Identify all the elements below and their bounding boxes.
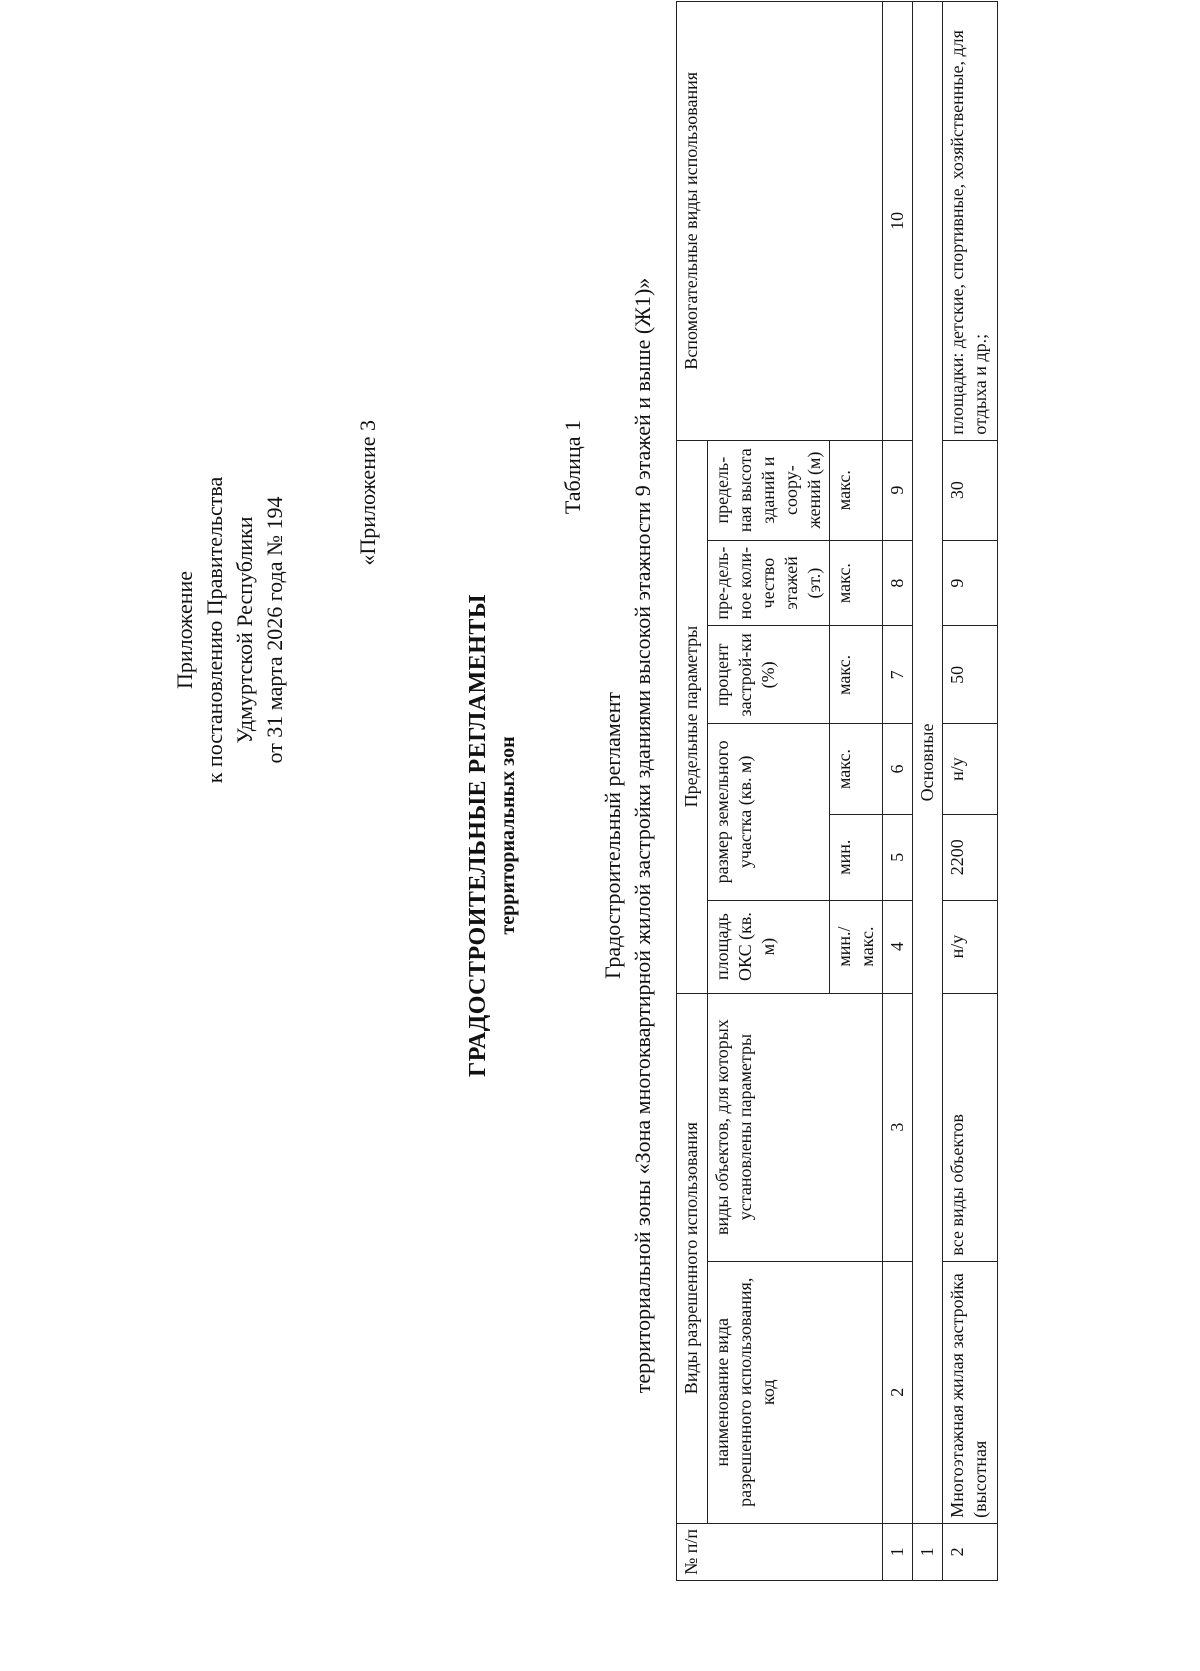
- row-height: 30: [943, 440, 998, 540]
- header-oks-area: площадь ОКС (кв. м): [708, 900, 830, 993]
- section-label: Основные: [913, 2, 943, 1524]
- header-use-name: наименование вида разрешенного использования, код: [708, 1261, 883, 1523]
- row-oks-area: н/у: [943, 900, 998, 993]
- regulation-table: [676, 1, 998, 1581]
- row-plot-min: 2200: [943, 814, 998, 900]
- header-max-floors: макс.: [830, 540, 883, 626]
- row-use-name: Многоэтажная жилая застройка (высотная: [943, 1261, 998, 1523]
- regulation-title: [598, 0, 658, 1671]
- header-floors: пре-дель-ное коли-чество этажей (эт.): [708, 540, 830, 626]
- col-number: 7: [883, 626, 913, 724]
- row-aux-uses: площадки: детские, спортивные, хозяйственные, для отдыха и др.;: [943, 2, 998, 441]
- row-floors: 9: [943, 540, 998, 626]
- col-number: 2: [883, 1261, 913, 1523]
- column-number-row: [883, 2, 913, 1581]
- row-plot-max: н/у: [943, 724, 998, 815]
- col-number: 3: [883, 993, 913, 1261]
- row-build-percent: 50: [943, 626, 998, 724]
- table-row: [943, 2, 998, 1581]
- header-min: мин.: [830, 814, 883, 900]
- header-build-percent: процент застрой-ки (%): [708, 626, 830, 724]
- header-no: № п/п: [677, 1523, 883, 1580]
- document-title: ГРАДОСТРОИТЕЛЬНЫЕ РЕГЛАМЕНТЫ: [465, 594, 491, 1077]
- section-number: 1: [913, 1523, 943, 1580]
- table-number-label: Таблица 1: [560, 420, 585, 515]
- republic-line: Удмуртской Республики: [232, 516, 257, 744]
- col-number: 8: [883, 540, 913, 626]
- header-plot-size: размер земельного участка (кв. м): [708, 724, 830, 900]
- header-max-height: макс.: [830, 440, 883, 540]
- header-use-types: Виды разрешенного использования: [677, 993, 708, 1523]
- col-number: 10: [883, 2, 913, 441]
- col-number: 4: [883, 900, 913, 993]
- col-number: 5: [883, 814, 913, 900]
- resolution-reference: [170, 420, 290, 840]
- document-subtitle: территориальных зон: [497, 736, 519, 935]
- header-max-plot: макс.: [830, 724, 883, 815]
- section-row-main: [913, 2, 943, 1581]
- date-line: от 31 марта 2026 года № 194: [262, 496, 287, 764]
- table-header-row-1: [677, 2, 708, 1581]
- resolution-line: к постановлению Правительства: [202, 476, 227, 784]
- col-number: 9: [883, 440, 913, 540]
- header-height: предель-ная высота зданий и соору-жений (м): [708, 440, 830, 540]
- regulation-line-2: территориальной зоны «Зона многоквартирной жилой застройки зданиями высокой этажности 9 этажей и выше (Ж1)»: [630, 277, 655, 1394]
- header-aux-uses: Вспомогательные виды использования: [677, 2, 883, 441]
- col-number: 1: [883, 1523, 913, 1580]
- regulation-line-1: Градостроительный регламент: [600, 692, 625, 979]
- header-max-percent: макс.: [830, 626, 883, 724]
- row-object-types: все виды объектов: [943, 993, 998, 1261]
- appendix-line: Приложение: [172, 570, 197, 690]
- appendix-3-label: «Приложение 3: [355, 420, 380, 566]
- row-number: 2: [943, 1523, 998, 1580]
- col-number: 6: [883, 724, 913, 815]
- header-object-types: виды объектов, для которых установлены параметры: [708, 993, 883, 1261]
- header-params: Предельные параметры: [677, 440, 708, 993]
- header-minmax: мин./ макс.: [830, 900, 883, 993]
